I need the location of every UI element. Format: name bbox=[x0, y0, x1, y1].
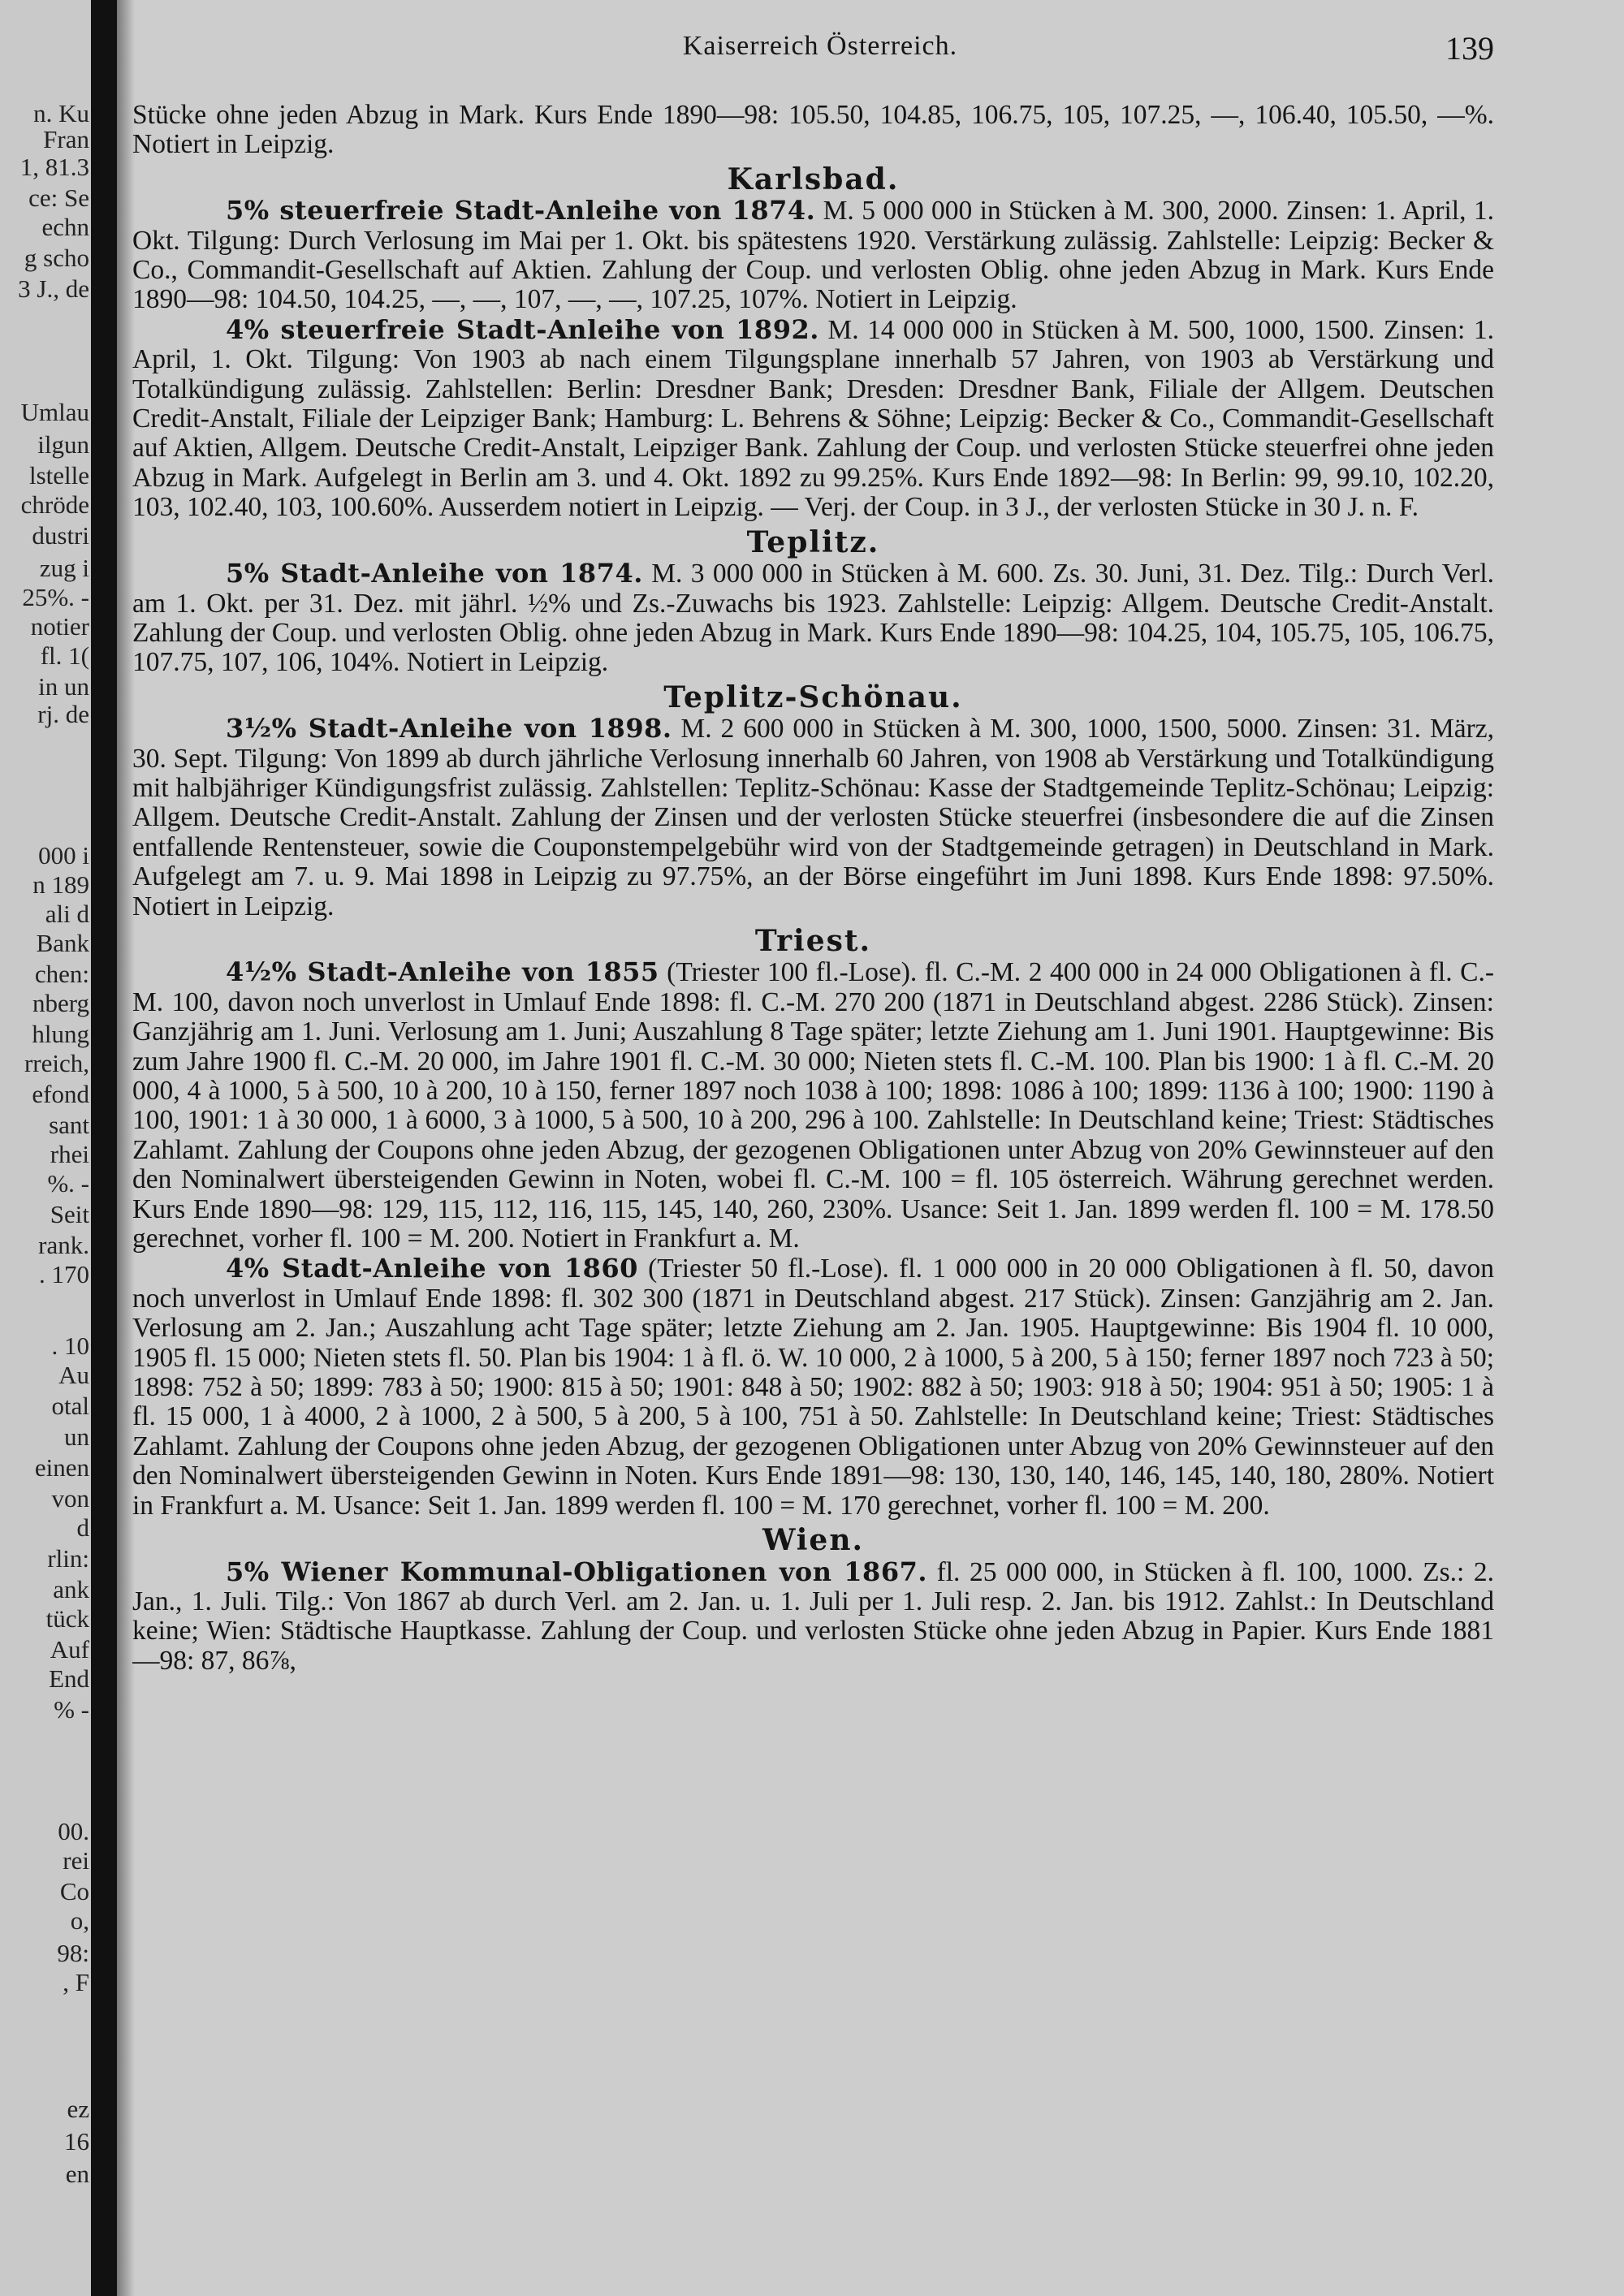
facing-page-fragment: en bbox=[65, 2160, 89, 2188]
facing-page-fragment: nberg bbox=[32, 989, 89, 1017]
city-heading: Karlsbad. bbox=[727, 162, 900, 196]
facing-page-fragment: ez bbox=[67, 2095, 89, 2123]
bond-title: 5% Stadt-Anleihe von 1874. bbox=[226, 558, 643, 589]
bond-title: 4% Stadt-Anleihe von 1860 bbox=[226, 1253, 638, 1284]
city-heading: Triest. bbox=[754, 923, 872, 958]
bond-entry bbox=[132, 1557, 1494, 1677]
bond-entry bbox=[132, 315, 1494, 523]
facing-page-fragment: 1, 81.3 bbox=[19, 153, 89, 181]
facing-page-fragment: 98: bbox=[57, 1939, 89, 1967]
facing-page-fragment: in un bbox=[38, 672, 89, 701]
facing-page-strip bbox=[0, 0, 91, 2296]
binding-gutter bbox=[91, 0, 117, 2296]
bond-entry bbox=[132, 957, 1494, 1254]
facing-page-fragment: 00. bbox=[58, 1817, 89, 1845]
facing-page-fragment: End bbox=[49, 1664, 89, 1693]
facing-page-fragment: rreich, bbox=[24, 1049, 89, 1077]
facing-page-fragment: Auf bbox=[50, 1635, 89, 1664]
facing-page-fragment: rank. bbox=[38, 1231, 89, 1259]
facing-page-fragment: Bank bbox=[36, 929, 89, 957]
facing-page-fragment: otal bbox=[51, 1392, 89, 1420]
bond-details: M. 2 600 000 in Stücken à M. 300, 1000, 1500, 5000. Zinsen: 31. März, 30. Sept. Tilgung: Von 1899 ab durch jährliche Verlosung innerhalb 60 Jahren, von 1908 ab Verstärkung und Totalkündigung mit halbjähriger Kündigungsfrist zulässig. Zahlstellen: Teplitz-Schönau: Kasse der Stadtgemeinde Teplitz-Schönau; Leipzig: Allgem. Deutsche Credit-Anstalt. Zahlung der Zinsen und der verlosten Stücke steuerfrei (insbesondere die auf die Zinsen entfallende Rentensteuer, sowie die Couponstempelgebühr wird von der Stadtgemeinde getragen) in Deutschland in Mark. Aufgelegt am 7. u. 9. Mai 1898 in Leipzig zu 97.75%, an der Börse eingeführt im Juni 1898. Kurs Ende 1898: 97.50%. Notiert in Leipzig. bbox=[132, 714, 1494, 921]
facing-page-fragment: rhei bbox=[50, 1140, 89, 1168]
facing-page-fragment: un bbox=[64, 1422, 89, 1451]
facing-page-fragment: tück bbox=[45, 1604, 89, 1633]
facing-page-fragment: zug i bbox=[39, 554, 89, 582]
facing-page-fragment: einen bbox=[34, 1453, 89, 1482]
facing-page-fragment: d bbox=[76, 1513, 89, 1542]
bond-entry bbox=[132, 196, 1494, 315]
bond-title: 4½% Stadt-Anleihe von 1855 bbox=[226, 956, 659, 988]
facing-page-fragment: Co bbox=[59, 1877, 89, 1905]
continuation-paragraph: Stücke ohne jeden Abzug in Mark. Kurs Ende 1890—98: 105.50, 104.85, 106.75, 105, 107.25, —, 106.40, 105.50, —%. Notiert in Leipzig. bbox=[132, 101, 1494, 160]
page-number: 139 bbox=[1445, 30, 1494, 67]
bond-entry bbox=[132, 714, 1494, 921]
facing-page-fragment: o, bbox=[70, 1906, 89, 1935]
facing-page-fragment: hlung bbox=[32, 1020, 89, 1048]
city-heading: Teplitz-Schönau. bbox=[663, 680, 963, 714]
facing-page-fragment: Fran bbox=[43, 125, 89, 153]
facing-page-fragment: %. - bbox=[47, 1169, 89, 1198]
facing-page-fragment: ilgun bbox=[37, 430, 89, 459]
facing-page-fragment: g scho bbox=[24, 244, 89, 272]
facing-page-fragment: . 170 bbox=[39, 1260, 89, 1288]
facing-page-fragment: n. Ku bbox=[33, 99, 89, 127]
facing-page-fragment: Au bbox=[58, 1361, 89, 1389]
facing-page-fragment: ank bbox=[53, 1575, 89, 1603]
facing-page-fragment: Umlau bbox=[20, 398, 89, 426]
text-column bbox=[132, 101, 1494, 2285]
facing-page-fragment: chen: bbox=[34, 960, 89, 988]
facing-page-fragment: chröde bbox=[20, 490, 89, 519]
facing-page-fragment: rei bbox=[63, 1846, 89, 1875]
bond-details: fl. 25 000 000, in Stücken à fl. 100, 1000. Zs.: 2. Jan., 1. Juli. Tilg.: Von 1867 ab durch Verl. am 2. Jan. u. 1. Juli per 1. Juli resp. 2. Jan. bis 1912. Zahlst.: In Deutschland keine; Wien: Städtische Hauptkasse. Zahlung der Coup. und verlosten Stücke ohne jeden Abzug in Papier. Kurs Ende 1881—98: 87, 86⅞, bbox=[132, 1556, 1494, 1676]
city-heading: Wien. bbox=[762, 1523, 865, 1558]
facing-page-fragment: Seit bbox=[50, 1200, 89, 1228]
facing-page-fragment: lstelle bbox=[28, 461, 89, 490]
facing-page-fragment: notier bbox=[30, 612, 89, 641]
facing-page-fragment: . 10 bbox=[51, 1331, 89, 1360]
facing-page-fragment: ali d bbox=[45, 900, 89, 928]
facing-page-fragment: sant bbox=[49, 1111, 89, 1139]
bond-title: 4% steuerfreie Stadt-Anleihe von 1892. bbox=[226, 313, 819, 345]
facing-page-fragment: efond bbox=[32, 1080, 89, 1108]
facing-page-fragment: fl. 1( bbox=[40, 641, 89, 670]
facing-page-fragment: echn bbox=[41, 213, 89, 241]
running-title: Kaiserreich Österreich. bbox=[682, 31, 958, 61]
facing-page-fragment: , F bbox=[63, 1968, 89, 1996]
bond-details: M. 14 000 000 in Stücken à M. 500, 1000, 1500. Zinsen: 1. April, 1. Okt. Tilgung: Von 1903 ab nach einem Tilgungsplane innerhalb 57 Jahren, von 1903 ab Verstärkung und Totalkündigung zulässig. Zahlstellen: Berlin: Dresdner Bank; Dresden: Dresdner Bank, Filiale der Allgem. Deutschen Credit-Anstalt, Filiale der Leipziger Bank; Hamburg: L. Behrens & Söhne; Leipzig: Becker & Co., Commandit-Gesellschaft auf Aktien, Allgem. Deutsche Credit-Anstalt, Leipziger Bank. Zahlung der Coup. und verlosten Stücke steuerfrei ohne jeden Abzug in Mark. Aufgelegt in Berlin am 3. und 4. Okt. 1892 zu 99.25%. Kurs Ende 1892—98: In Berlin: 99, 99.10, 102.20, 103, 102.40, 103, 100.60%. Ausserdem notiert in Leipzig. — Verj. der Coup. in 3 J., der verlosten Stücke in 30 J. n. F. bbox=[132, 314, 1494, 523]
bond-entry bbox=[132, 559, 1494, 678]
bond-details: (Triester 50 fl.-Lose). fl. 1 000 000 in 20 000 Obligationen à fl. 50, davon noch unverlost in Umlauf Ende 1898: fl. 302 300 (1871 in Deutschland abgest. 217 Stück). Zinsen: Ganzjährig am 2. Jan. Verlosung am 2. Jan.; Auszahlung acht Tage später; letzte Ziehung am 2. Jan. 1905. Hauptgewinne: Bis 1904 fl. 10 000, 1905 fl. 15 000; Nieten stets fl. 50. Plan bis 1904: 1 à fl. ö. W. 10 000, 2 à 1000, 5 à 200, 5 à 150; ferner 1897 noch 723 à 50; 1898: 752 à 50; 1899: 783 à 50; 1900: 815 à 50; 1901: 848 à 50; 1902: 882 à 50; 1903: 918 à 50; 1904: 951 à 50; 1905: 1 à fl. 15 000, 1 à 4000, 2 à 1000, 2 à 500, 5 à 200, 5 à 100, 751 à 50. Zahlstelle: In Deutschland keine; Triest: Städtisches Zahlamt. Zahlung der Coupons ohne jeden Abzug, der gezogenen Obligationen unter Abzug von 20% Gewinnsteuer auf den den Nominalwert übersteigenden Gewinn in Noten. Kurs Ende 1891—98: 130, 130, 140, 146, 145, 140, 180, 280%. Notiert in Frankfurt a. M. Usance: Seit 1. Jan. 1899 werden fl. 100 = M. 170 gerechnet, vorher fl. 100 = M. 200. bbox=[132, 1254, 1494, 1521]
bond-details: M. 5 000 000 in Stücken à M. 300, 2000. Zinsen: 1. April, 1. Okt. Tilgung: Durch Verlosung im Mai per 1. Okt. bis spätestens 1920. Verstärkung zulässig. Zahlstelle: Leipzig: Becker & Co., Commandit-Gesellschaft auf Aktien. Zahlung der Coup. und verlosten Oblig. ohne jeden Abzug in Mark. Kurs Ende 1890—98: 104.50, 104.25, —, —, 107, —, —, 107.25, 107%. Notiert in Leipzig. bbox=[132, 196, 1494, 315]
facing-page-fragment: rlin: bbox=[47, 1544, 89, 1573]
facing-page-fragment: ce: Se bbox=[28, 183, 89, 212]
facing-page-fragment: 3 J., de bbox=[18, 274, 89, 303]
facing-page-fragment: dustri bbox=[32, 521, 89, 550]
facing-page-fragment: 25%. - bbox=[22, 583, 89, 611]
bond-title: 5% Wiener Kommunal-Obligationen von 1867. bbox=[226, 1556, 927, 1587]
bond-entry bbox=[132, 1254, 1494, 1521]
facing-page-fragment: n 189 bbox=[32, 870, 89, 899]
facing-page-fragment: von bbox=[51, 1484, 89, 1513]
bond-details: (Triester 100 fl.-Lose). fl. C.-M. 2 400 000 in 24 000 Obligationen à fl. C.-M. 100, davon noch unverlost in Umlauf Ende 1898: fl. C.-M. 270 200 (1871 in Deutschland abgest. 2286 Stück). Zinsen: Ganzjährig am 1. Juni. Verlosung am 1. Juni; Auszahlung 8 Tage später; letzte Ziehung am 1. Juni 1901. Hauptgewinne: Bis zum Jahre 1900 fl. C.-M. 20 000, im Jahre 1901 fl. C.-M. 30 000; Nieten stets fl. C.-M. 100. Plan bis 1900: 1 à fl. C.-M. 20 000, 4 à 1000, 5 à 500, 10 à 200, 10 à 150, ferner 1897 noch 1038 à 100; 1898: 1086 à 100; 1899: 1136 à 100; 1900: 1190 à 100, 1901: 1 à 30 000, 1 à 6000, 3 à 1000, 5 à 500, 10 à 200, 296 à 100. Zahlstelle: In Deutschland keine; Triest: Städtisches Zahlamt. Zahlung der Coupons ohne jeden Abzug, der gezogenen Obligationen unter Abzug von 20% Gewinnsteuer auf den den Nominalwert übersteigenden Gewinn in Noten, wobei fl. C.-M. 100 = fl. 105 österreich. Währung gerechnet werden. Kurs Ende 1890—98: 129, 115, 112, 116, 115, 145, 140, 260, 230%. Usance: Seit 1. Jan. 1899 werden fl. 100 = M. 178.50 gerechnet, vorher fl. 100 = M. 200. Notiert in Frankfurt a. M. bbox=[132, 957, 1494, 1254]
bond-title: 3½% Stadt-Anleihe von 1898. bbox=[226, 713, 672, 744]
facing-page-fragment: rj. de bbox=[37, 700, 89, 728]
facing-page-fragment: 16 bbox=[64, 2127, 89, 2156]
bond-title: 5% steuerfreie Stadt-Anleihe von 1874. bbox=[226, 195, 816, 227]
city-heading: Teplitz. bbox=[746, 524, 880, 559]
bond-details: M. 3 000 000 in Stücken à M. 600. Zs. 30. Juni, 31. Dez. Tilg.: Durch Verl. am 1. Okt. per 31. Dez. mit jährl. ½% und Zs.-Zuwachs bis 1923. Zahlstelle: Leipzig: Allgem. Deutsche Credit-Anstalt. Zahlung der Coup. und verlosten Oblig. ohne jeden Abzug in Mark. Kurs Ende 1890—98: 104.25, 104, 105.75, 105, 106.75, 107.75, 107, 106, 104%. Notiert in Leipzig. bbox=[132, 559, 1494, 678]
facing-page-fragment: % - bbox=[54, 1695, 89, 1724]
facing-page-fragment: 000 i bbox=[38, 841, 89, 870]
